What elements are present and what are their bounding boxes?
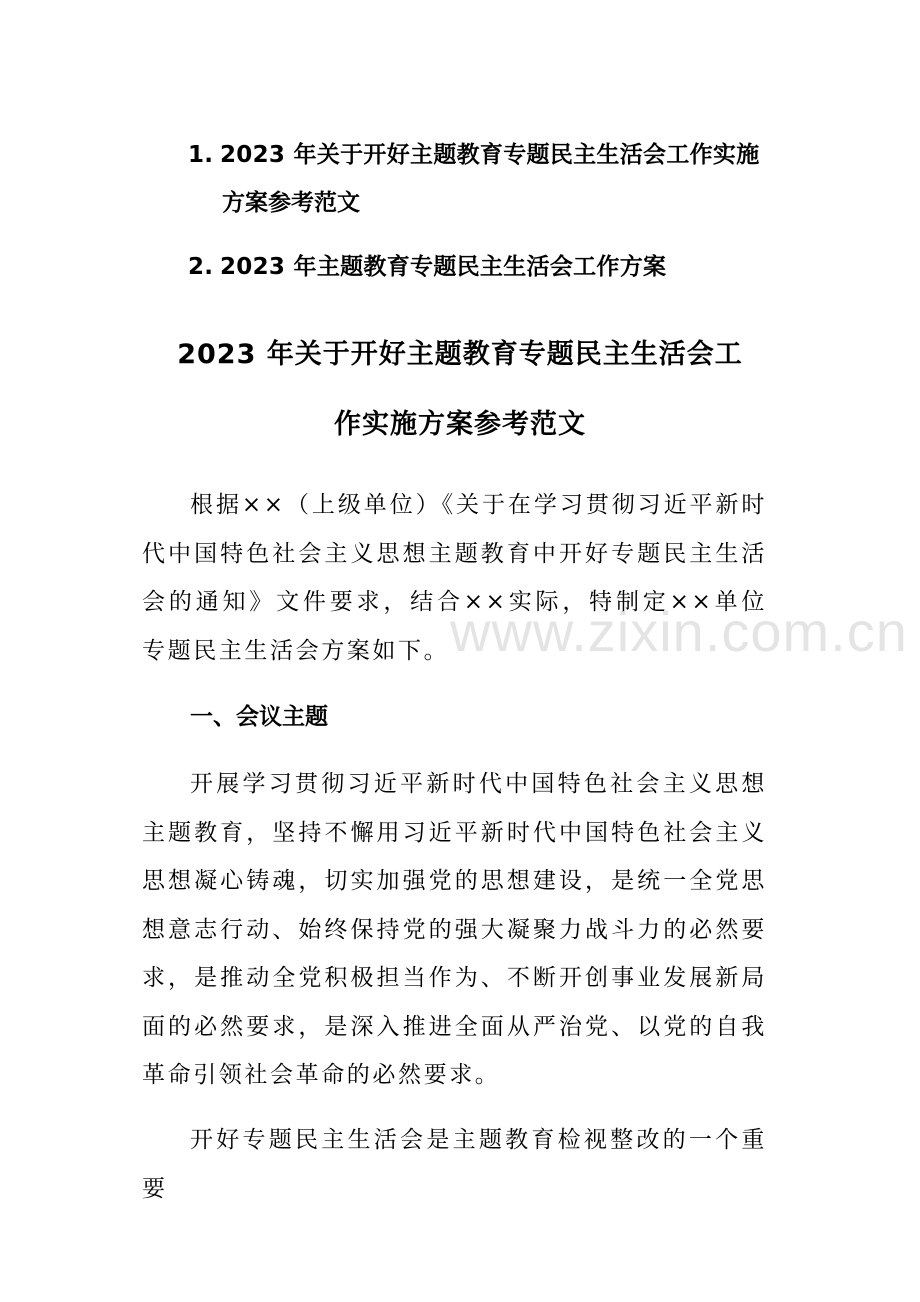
- document-title-line-2: 作实施方案参考范文: [334, 409, 586, 440]
- toc-item-text: 2023 年主题教育专题民主生活会工作方案: [220, 254, 667, 280]
- toc-item-number: 2.: [188, 254, 214, 280]
- toc-item-text: 2023 年关于开好主题教育专题民主生活会工作实施: [220, 142, 760, 168]
- next-paragraph: 开好专题民主生活会是主题教育检视整改的一个重要: [142, 1127, 767, 1202]
- watermark: www.zixin.com.cn: [450, 600, 908, 663]
- toc-item-number: 1.: [188, 142, 214, 168]
- section-heading: 一、会议主题: [190, 704, 328, 730]
- toc-item-1: [188, 141, 788, 170]
- theme-paragraph: 开展学习贯彻习近平新时代中国特色社会主义思想主题教育，坚持不懈用习近平新时代中国特色社会主义思想凝心铸魂，切实加强党的思想建设，是统一全党思想意志行动、始终保持党的强大凝聚力战斗力的必然要求，是推动全党积极担当作为、不断开创事业发展新局面的必然要求，是深入推进全面从严治党、以党的自我革命引领社会革命的必然要求。: [142, 771, 767, 1088]
- toc-item-1-continuation: 方案参考范文: [222, 190, 360, 216]
- document-title-line-1: 2023 年关于开好主题教育专题民主生活会工: [177, 339, 743, 370]
- toc-item-2: [188, 253, 788, 282]
- intro-paragraph: 根据××（上级单位）《关于在学习贯彻习近平新时代中国特色社会主义思想主题教育中开好专题民主生活会的通知》文件要求，结合××实际，特制定××单位专题民主生活会方案如下。: [142, 492, 767, 664]
